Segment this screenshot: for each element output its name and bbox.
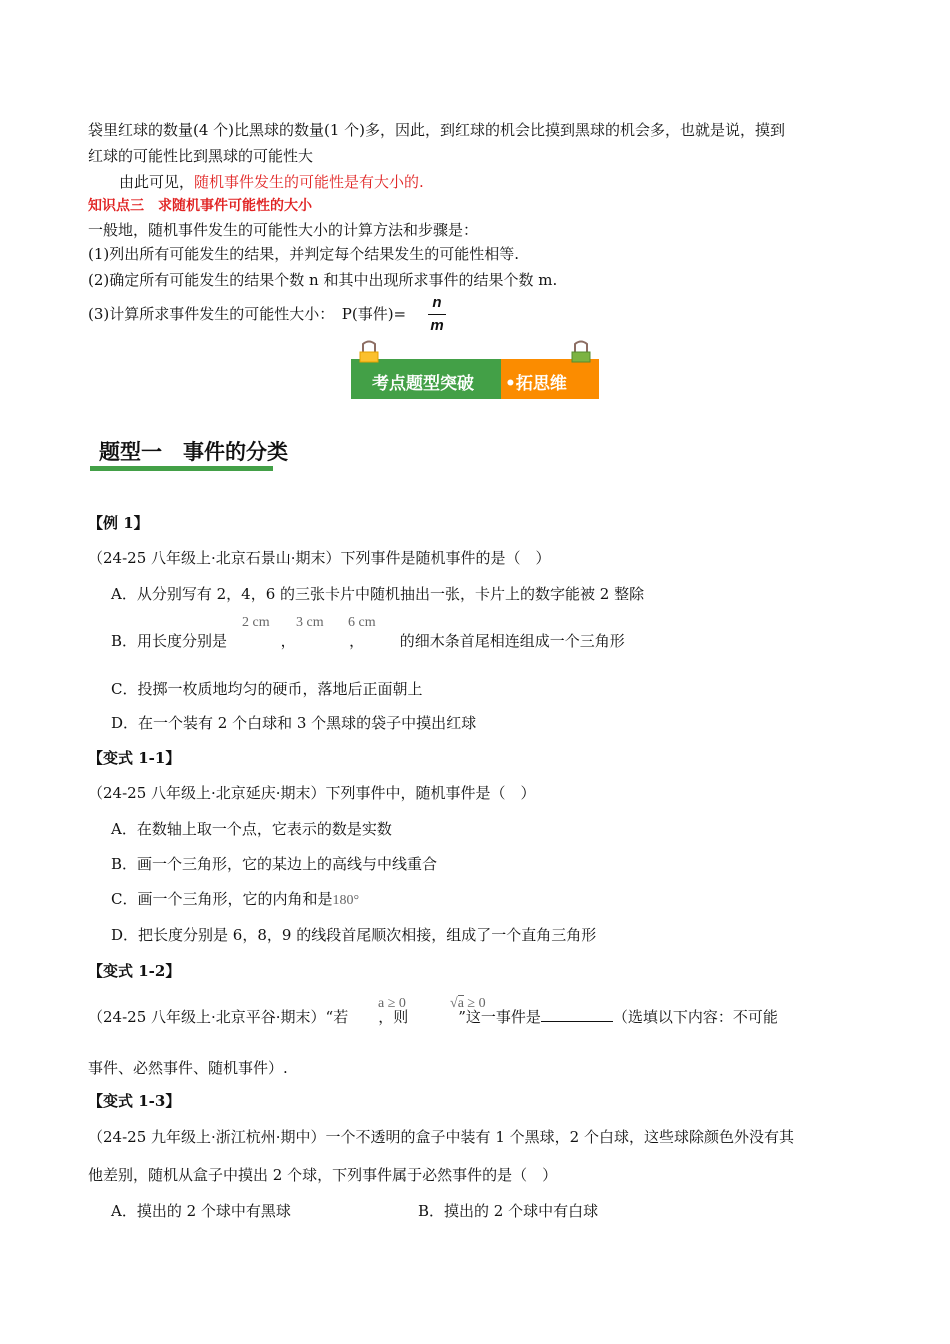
knowledge-step-1: (1)列出所有可能发生的结果，并判定每个结果发生的可能性相等. [88, 245, 520, 263]
banner-right-label: •拓思维 [505, 374, 567, 394]
knowledge-line-1: 一般地，随机事件发生的可能性大小的计算方法和步骤是： [88, 221, 479, 239]
variant-1-3-option-b: B．摸出的 2 个球中有白球 [418, 1202, 599, 1220]
example-1-option-a: A．从分别写有 2，4，6 的三张卡片中随机抽出一张，卡片上的数字能被 2 整除 [111, 585, 645, 603]
q-tail: （选填以下内容：不可能 [612, 1008, 778, 1026]
knowledge-step-2: (2)确定所有可能发生的结果个数 n 和其中出现所求事件的结果个数 m. [88, 271, 558, 289]
variant-1-1-option-b: B．画一个三角形，它的某边上的高线与中线重合 [111, 855, 438, 873]
variant-1-3-label: 【变式 1-3】 [88, 1092, 181, 1110]
intro-line-1: 袋里红球的数量(4 个)比黑球的数量(1 个)多，因此，到红球的机会比摸到黑球的机会多，也就是说，摸到 [88, 121, 786, 139]
variant-1-3-line-1: （24-25 九年级上·浙江杭州·期中）一个不透明的盒子中装有 1 个黑球，2 个白球，这些球除颜色外没有其 [88, 1128, 794, 1146]
fraction-denominator: m [430, 317, 444, 334]
option-b-sep-1: ， [280, 632, 296, 650]
condition-a-geq-0: a ≥ 0 [378, 996, 406, 1011]
intro-conclusion: 随机事件发生的可能性是有大小的. [194, 173, 424, 191]
variant-1-1-question: （24-25 八年级上·北京延庆·期末）下列事件中，随机事件是（ ） [88, 784, 536, 802]
option-b-sep-2: ， [349, 632, 365, 650]
banner-left-label: 考点题型突破 [372, 374, 474, 394]
angle-180: 180° [332, 893, 360, 908]
variant-1-2-line-2: 事件、必然事件、随机事件）. [88, 1059, 288, 1077]
length-2cm: 2 cm [242, 615, 270, 630]
variant-1-2-question [88, 1006, 778, 1027]
option-c-text: C．画一个三角形，它的内角和是 [111, 890, 333, 908]
example-1-label: 【例 1】 [88, 514, 149, 532]
section-title: 题型一 事件的分类 [99, 440, 288, 464]
option-b-suffix: 的细木条首尾相连组成一个三角形 [399, 632, 625, 650]
binder-clip-right-icon [570, 340, 592, 364]
length-3cm: 3 cm [296, 615, 324, 630]
example-1-option-b [111, 630, 625, 651]
example-1-question: （24-25 八年级上·北京石景山·期末）下列事件是随机事件的是（ ） [88, 549, 551, 567]
intro-line-3-prefix: 由此可见， [119, 173, 195, 191]
length-6cm: 6 cm [348, 615, 376, 630]
variant-1-1-label: 【变式 1-1】 [88, 749, 181, 767]
answer-blank[interactable] [541, 1007, 613, 1022]
q-suffix: ”这一事件是 [458, 1008, 541, 1026]
binder-clip-left-icon [358, 340, 380, 364]
variant-1-1-option-c [111, 888, 359, 909]
q-prefix: （24-25 八年级上·北京平谷·期末）“若 [88, 1008, 349, 1026]
radicand: a [457, 996, 464, 1011]
option-b-prefix: B．用长度分别是 [111, 632, 228, 650]
variant-1-1-option-d: D．把长度分别是 6，8，9 的线段首尾顺次相接，组成了一个直角三角形 [111, 926, 597, 944]
intro-line-2: 红球的可能性比到黑球的可能性大 [88, 147, 314, 165]
variant-1-1-option-a: A．在数轴上取一个点，它表示的数是实数 [111, 820, 392, 838]
example-1-option-c: C．投掷一枚质地均匀的硬币，落地后正面朝上 [111, 680, 423, 698]
variant-1-3-line-2: 他差别，随机从盒子中摸出 2 个球，下列事件属于必然事件的是（ ） [88, 1166, 558, 1184]
intro-line-3 [119, 171, 424, 192]
sqrt-condition-rest: ≥ 0 [463, 996, 486, 1011]
example-1-option-d: D．在一个装有 2 个白球和 3 个黑球的袋子中摸出红球 [111, 714, 477, 732]
knowledge-step-3: (3)计算所求事件发生的可能性大小： P(事件)= [88, 305, 407, 323]
q-mid: ，则 [378, 1008, 409, 1026]
section-title-underline [90, 466, 273, 471]
knowledge-heading: 知识点三 求随机事件可能性的大小 [88, 198, 312, 214]
variant-1-3-option-a: A．摸出的 2 个球中有黑球 [111, 1202, 291, 1220]
condition-sqrt-a-geq-0: √a ≥ 0 [450, 996, 486, 1011]
fraction-bar [428, 314, 446, 315]
fraction-numerator: n [432, 294, 442, 311]
variant-1-2-label: 【变式 1-2】 [88, 962, 181, 980]
